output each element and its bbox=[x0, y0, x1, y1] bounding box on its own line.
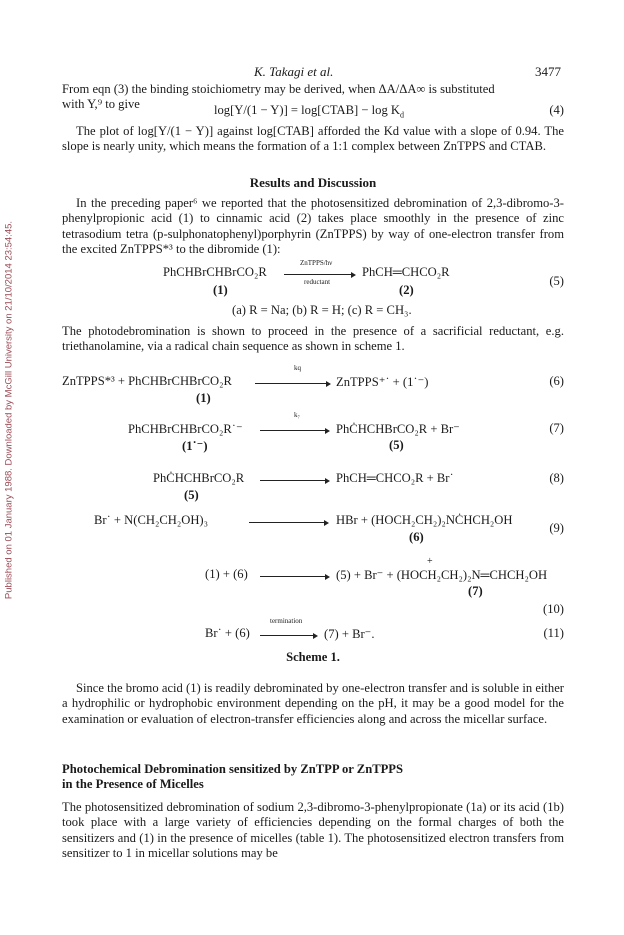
equation-6-number: (6) bbox=[549, 374, 564, 388]
equation-4-number: (4) bbox=[549, 103, 564, 117]
eq6-products: ZnTPPS⁺˙ + (1˙⁻) bbox=[336, 375, 429, 389]
section-2-heading-line-1: Photochemical Debromination sensitized by ZnTPP or ZnTPPS bbox=[62, 762, 403, 776]
eq9-products: HBr + (HOCH₂CH₂)₂NĊHCH₂OH bbox=[336, 513, 513, 527]
eq7-arrow bbox=[260, 430, 328, 431]
provenance-text: Published on 01 January 1988. Downloaded by McGill University on 21/10/2014 23:54:45. bbox=[3, 220, 15, 600]
eq6-reactants: ZnTPPS*³ + PhCHBrCHBrCO₂R bbox=[62, 374, 232, 388]
equation-10-number: (10) bbox=[543, 602, 564, 616]
running-header-authors: K. Takagi et al. bbox=[254, 64, 334, 79]
eq7-label-1: (1˙⁻) bbox=[182, 439, 208, 453]
section-2-heading-line-2: in the Presence of Micelles bbox=[62, 777, 204, 792]
equation-4: log[Y/(1 − Y)] = log[CTAB] − $\log K_d$ bbox=[214, 103, 404, 120]
intro-line-1: From eqn (3) the binding stoichiometry may be derived, when ΔA/ΔA∞ is substituted bbox=[62, 82, 495, 96]
eq8-products: PhCH═CHCO₂R + Br˙ bbox=[336, 471, 454, 485]
eq6-label: (1) bbox=[196, 391, 211, 405]
eq7-rate-constant: k₇ bbox=[294, 411, 300, 419]
eq9-arrow bbox=[249, 522, 327, 523]
eq5-variants: (a) R = Na; (b) R = H; (c) R = CH₃. bbox=[232, 303, 412, 317]
section-2-paragraph: The photosensitized debromination of sodium 2,3-dibromo-3-phenylpropionate (1a) or its acid (1b) took place with a large variety of efficiencies depending on the formal charges of both the sensitizers and (1) in the presence of micelles (table 1). The photosensitized electron transfers from sensitizer to 1 in micellar solutions may be bbox=[62, 800, 564, 861]
eq5-label-1: (1) bbox=[213, 283, 228, 297]
eq5-condition-above: ZnTPPS/hν bbox=[300, 259, 333, 267]
provenance-sidebar bbox=[2, 150, 16, 670]
eq8-arrow bbox=[260, 480, 328, 481]
eq5-product: PhCH═CHCO₂R bbox=[362, 265, 450, 279]
paragraph-since: Since the bromo acid (1) is readily debrominated by one-electron transfer and is soluble in either a hydrophilic or hydrophobic environment depending on the pH, it may be a good model for the examination or evaluation of electron-transfer efficiencies along and across the micellar surface. bbox=[62, 681, 564, 726]
eq11-condition: termination bbox=[270, 617, 303, 625]
eq8-label: (5) bbox=[184, 488, 199, 502]
eq11-products: (7) + Br⁻. bbox=[324, 627, 375, 641]
eq10-products: (5) + Br⁻ + (HOCH₂CH₂)₂N═CHCH₂OH bbox=[336, 568, 548, 582]
equation-8-number: (8) bbox=[549, 471, 564, 485]
eq10-arrow bbox=[260, 576, 328, 577]
eq11-arrow bbox=[260, 635, 316, 636]
eq9-label: (6) bbox=[409, 530, 424, 544]
intro-line-2: with Y,⁹ to give bbox=[62, 97, 140, 111]
eq5-reactant: PhCHBrCHBrCO₂R bbox=[163, 265, 267, 279]
eq7-label-2: (5) bbox=[389, 438, 404, 452]
eq7-products: PhĊHCHBrCO₂R + Br⁻ bbox=[336, 422, 460, 436]
equation-7-number: (7) bbox=[549, 421, 564, 435]
results-paragraph-2: The photodebromination is shown to proceed in the presence of a sacrificial reductant, e.g. triethanolamine, via a radical chain sequence as shown in scheme 1. bbox=[62, 324, 564, 354]
eq7-reactant: PhCHBrCHBrCO₂R˙⁻ bbox=[128, 422, 243, 436]
scheme-caption: Scheme 1. bbox=[286, 650, 340, 664]
equation-5-number: (5) bbox=[549, 274, 564, 288]
eq10-label: (7) bbox=[468, 584, 483, 598]
eq5-label-2: (2) bbox=[399, 283, 414, 297]
section-2-heading bbox=[62, 762, 403, 793]
eq11-reactants: Br˙ + (6) bbox=[205, 626, 250, 640]
eq6-arrow bbox=[255, 383, 329, 384]
equation-9-number: (9) bbox=[549, 521, 564, 535]
intro-paragraph-2: The plot of log[Y/(1 − Y)] against log[CTAB] afforded the Kd value with a slope of 0.94. The slope is nearly unity, which means the formation of a 1:1 complex between ZnTPPS and CTAB. bbox=[62, 124, 564, 154]
eq5-condition-below: reductant bbox=[304, 278, 331, 286]
equation-11-number: (11) bbox=[543, 626, 564, 640]
eq8-reactant: PhĊHCHBrCO₂R bbox=[153, 471, 245, 485]
eq10-charge: + bbox=[427, 556, 433, 567]
page-number: 3477 bbox=[535, 64, 561, 79]
eq6-rate-constant: kq bbox=[294, 364, 301, 372]
results-paragraph-1: In the preceding paper⁶ we reported that the photosensitized debromination of 2,3-dibromo-3-phenylpropionic acid (1) to cinnamic acid (2) takes place smoothly in the presence of zinc tetrasodium tetra (p-sulphonatophenyl)porphyrin (ZnTPPS) by way of one-electron transfer from the excited ZnTPPS*³ to the dibromide (1): bbox=[62, 196, 564, 257]
results-heading: Results and Discussion bbox=[249, 175, 377, 190]
eq5-arrow bbox=[284, 274, 354, 275]
eq9-reactants: Br˙ + N(CH₂CH₂OH)₃ bbox=[94, 513, 209, 527]
eq10-reactants: (1) + (6) bbox=[205, 567, 248, 581]
